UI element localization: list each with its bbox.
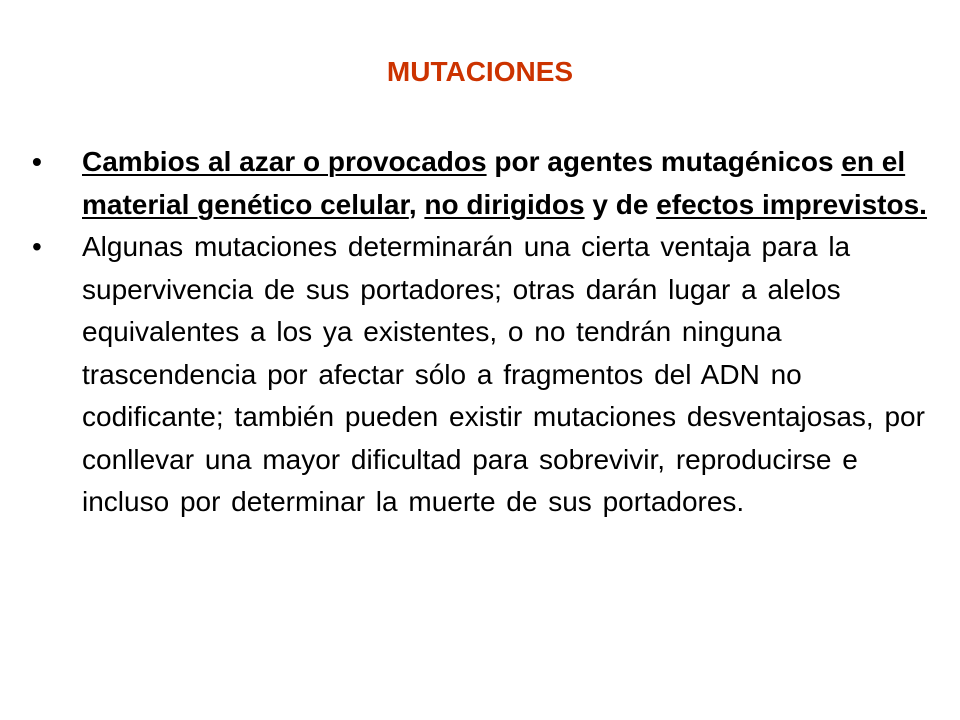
definition-underlined-1: Cambios al azar o provocados (82, 146, 487, 177)
definition-text-2: , (408, 188, 425, 220)
definition-underlined-4: efectos imprevistos. (656, 188, 927, 220)
bullet-item-definition (24, 141, 934, 226)
bullet-dot-icon: • (32, 231, 42, 262)
bullet-list (24, 141, 934, 524)
bullet-dot-icon: • (32, 146, 42, 177)
definition-text-3: y de (584, 188, 657, 220)
effects-text: Algunas mutaciones determinarán una cierta ventaja para la supervivencia de sus portadores; otras darán lugar a alelos equivalentes a los ya existentes, o no tendrán ninguna trascendencia por afectar sólo a fragmentos del ADN no codificante; también pueden existir mutaciones desventajosas, por conllevar una mayor dificultad para sobrevivir, reproducirse e incluso por determinar la muerte de sus portadores. (82, 231, 925, 517)
definition-underlined-3: no dirigidos (424, 188, 585, 220)
definition-underlined-2: en el material genético celular (82, 146, 906, 220)
definition-text-1: por agentes mutagénicos (486, 146, 842, 177)
bullet-item-effects (24, 226, 934, 524)
slide-title: MUTACIONES (386, 56, 574, 87)
